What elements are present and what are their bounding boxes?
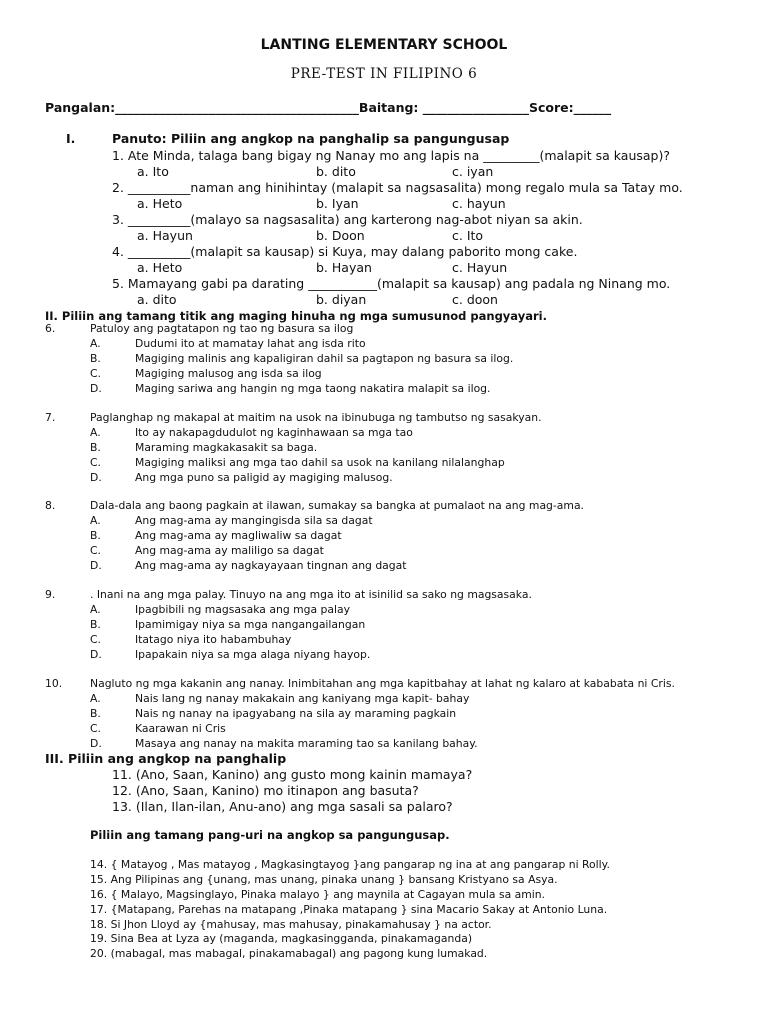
q9-letter-a: A. [90,603,101,616]
question-15: 15. Ang Pilipinas ang {unang, mas unang, pinaka unang } bansang Kristyano sa Asya. [90,873,558,886]
q1-choice-b: b. dito [316,164,356,179]
q6-letter-b: B. [90,352,101,365]
question-1: 1. Ate Minda, talaga bang bigay ng Nanay mo ang lapis na _________(malapit sa kausap)? [112,148,670,163]
q7-letter-a: A. [90,426,101,439]
question-4: 4. __________(malapit sa kausap) si Kuya, may dalang paborito mong cake. [112,244,578,259]
q7-choice-a: Ito ay nakapagdudulot ng kaginhawaan sa mga tao [135,426,413,439]
question-12: 12. (Ano, Saan, Kanino) mo itinapon ang basuta? [112,783,419,798]
question-13: 13. (Ilan, Ilan-ilan, Anu-ano) ang mga sasali sa palaro? [112,799,453,814]
q3-choice-a: a. Hayun [137,228,193,243]
q10-choice-b: Nais ng nanay na ipagyabang na sila ay maraming pagkain [135,707,457,720]
q5-choice-c: c. doon [452,292,498,307]
q7-choice-d: Ang mga puno sa paligid ay magiging malusog. [135,471,393,484]
q7-stem: Paglanghap ng makapal at maitim na usok na ibinubuga ng tambutso ng sasakyan. [90,411,542,424]
q6-choice-c: Magiging malusog ang isda sa ilog [135,367,322,380]
q10-letter-d: D. [90,737,102,750]
q1-choice-a: a. Ito [137,164,169,179]
q6-stem: Patuloy ang pagtatapon ng tao ng basura sa ilog [90,322,354,335]
q8-letter-b: B. [90,529,101,542]
question-19: 19. Sina Bea at Lyza ay (maganda, magkasingganda, pinakamaganda) [90,932,473,945]
q2-choice-c: c. hayun [452,196,506,211]
q9-stem: . Inani na ang mga palay. Tinuyo na ang mga ito at isinilid sa sako ng magsasaka. [90,588,532,601]
q2-choice-b: b. Iyan [316,196,359,211]
q7-number: 7. [45,411,56,424]
part3-subheading: Piliin ang tamang pang-uri na angkop sa pangungusap. [90,828,450,842]
q9-choice-d: Ipapakain niya sa mga alaga niyang hayop. [135,648,371,661]
q3-choice-b: b. Doon [316,228,365,243]
student-info-fields: Pangalan:_______________________________________Baitang: _________________Score:______ [45,100,612,115]
school-name: LANTING ELEMENTARY SCHOOL [260,37,508,53]
q9-number: 9. [45,588,56,601]
part3-heading: III. Piliin ang angkop na panghalip [45,751,287,766]
question-11: 11. (Ano, Saan, Kanino) ang gusto mong kainin mamaya? [112,767,473,782]
q10-letter-b: B. [90,707,101,720]
q7-choice-b: Maraming magkakasakit sa baga. [135,441,318,454]
q8-letter-a: A. [90,514,101,527]
q8-choice-d: Ang mag-ama ay nagkayayaan tingnan ang dagat [135,559,407,572]
q5-choice-b: b. diyan [316,292,367,307]
q8-choice-b: Ang mag-ama ay magliwaliw sa dagat [135,529,342,542]
part1-heading: Panuto: Piliin ang angkop na panghalip sa pangungusap [112,131,510,146]
q6-choice-d: Maging sariwa ang hangin ng mga taong nakatira malapit sa ilog. [135,382,491,395]
q9-choice-b: Ipamimigay niya sa mga nangangailangan [135,618,366,631]
q7-choice-c: Magiging maliksi ang mga tao dahil sa usok na kanilang nilalanghap [135,456,505,469]
q10-choice-a: Nais lang ng nanay makakain ang kaniyang mga kapit- bahay [135,692,470,705]
q6-letter-a: A. [90,337,101,350]
q4-choice-b: b. Hayan [316,260,372,275]
question-17: 17. {Matapang, Parehas na matapang ,Pinaka matapang } sina Macario Sakay at Antonio Luna. [90,903,608,916]
q1-choice-c: c. iyan [452,164,494,179]
question-2: 2. __________naman ang hinihintay (malapit sa nagsasalita) mong regalo mula sa Tatay mo. [112,180,683,195]
part2-heading: II. Piliin ang tamang titik ang maging hinuha ng mga sumusunod pangyayari. [45,309,547,323]
q10-stem: Nagluto ng mga kakanin ang nanay. Inimbitahan ang mga kapitbahay at lahat ng kalaro at kababata ni Cris. [90,677,675,690]
q10-choice-c: Kaarawan ni Cris [135,722,226,735]
q6-choice-a: Dudumi ito at mamatay lahat ang isda rito [135,337,366,350]
q10-number: 10. [45,677,63,690]
q8-letter-d: D. [90,559,102,572]
q6-letter-d: D. [90,382,102,395]
part1-number: I. [66,131,76,146]
q7-letter-c: C. [90,456,101,469]
q9-letter-b: B. [90,618,101,631]
question-18: 18. Si Jhon Lloyd ay {mahusay, mas mahusay, pinakamahusay } na actor. [90,918,492,931]
q4-choice-c: c. Hayun [452,260,508,275]
question-5: 5. Mamayang gabi pa darating ___________(malapit sa kausap) ang padala ng Ninang mo. [112,276,671,291]
q6-letter-c: C. [90,367,101,380]
q9-letter-d: D. [90,648,102,661]
q4-choice-a: a. Heto [137,260,183,275]
q10-choice-d: Masaya ang nanay na makita maraming tao sa kanilang bahay. [135,737,478,750]
q9-choice-c: Itatago niya ito habambuhay [135,633,292,646]
question-14: 14. { Matayog , Mas matayog , Magkasingtayog }ang pangarap ng ina at ang pangarap ni Rolly. [90,858,610,871]
q10-letter-c: C. [90,722,101,735]
q9-letter-c: C. [90,633,101,646]
q5-choice-a: a. dito [137,292,177,307]
q8-stem: Dala-dala ang baong pagkain at ilawan, sumakay sa bangka at pumalaot na ang mag-ama. [90,499,584,512]
question-16: 16. { Malayo, Magsinglayo, Pinaka malayo } ang maynila at Cagayan mula sa amin. [90,888,546,901]
q10-letter-a: A. [90,692,101,705]
q6-number: 6. [45,322,56,335]
q8-number: 8. [45,499,56,512]
question-3: 3. __________(malayo sa nagsasalita) ang karterong nag-abot niyan sa akin. [112,212,583,227]
q3-choice-c: c. Ito [452,228,484,243]
q7-letter-d: D. [90,471,102,484]
q7-letter-b: B. [90,441,101,454]
q8-choice-a: Ang mag-ama ay mangingisda sila sa dagat [135,514,373,527]
q8-letter-c: C. [90,544,101,557]
q8-choice-c: Ang mag-ama ay maliligo sa dagat [135,544,324,557]
q9-choice-a: Ipagbibili ng magsasaka ang mga palay [135,603,350,616]
q6-choice-b: Magiging malinis ang kapaligiran dahil sa pagtapon ng basura sa ilog. [135,352,514,365]
question-20: 20. (mabagal, mas mabagal, pinakamabagal) ang pagong kung lumakad. [90,947,488,960]
q2-choice-a: a. Heto [137,196,183,211]
test-title: PRE-TEST IN FILIPINO 6 [290,66,478,82]
